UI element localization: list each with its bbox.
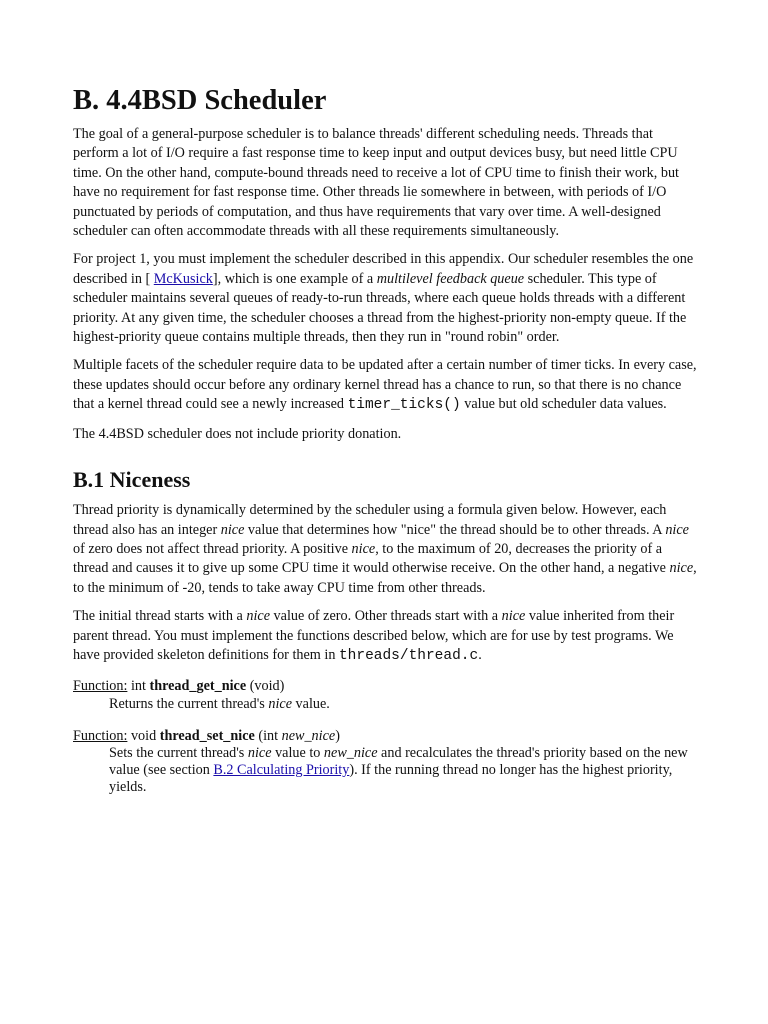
function-description [109,696,697,713]
thread-c-code: threads/thread.c [338,647,479,664]
facets-text-1: Multiple facets of the scheduler require data to be updated after a certain number of timer ticks. In every case, these updates should occur before any ordinary kernel thread has a chance to run, so that there is no chance that a kernel thread could see a newly increased [73,357,697,413]
niceness-p1-text: , to the minimum of -20, tends to take away CPU time from other threads. [73,560,697,596]
return-type: int [130,678,146,695]
function-thread-set-nice [73,728,697,797]
document-content [73,84,697,797]
return-type: void [130,727,157,744]
niceness-p1-text: of zero does not affect thread priority. A positive [73,540,352,557]
nice-emphasis: nice [669,560,694,577]
niceness-p2-text: The initial thread starts with a [73,608,247,625]
page-title: B. 4.4BSD Scheduler [73,85,327,116]
calculating-priority-link[interactable]: B.2 Calculating Priority [213,762,350,779]
function-params-suffix: ) [335,727,340,744]
function-params-prefix: (int [258,727,282,744]
donation-paragraph: The 4.4BSD scheduler does not include priority donation. [73,425,402,442]
param-name: new_nice [281,727,336,744]
nice-emphasis: nice [220,521,245,538]
project-paragraph [73,250,697,347]
function-params: (void) [249,678,285,695]
niceness-p1-text: value that determines how "nice" the thread should be to other threads. A [244,521,666,538]
niceness-paragraph-2 [73,607,697,666]
description-text: and recalculates the thread's priority based on the new value (see section [109,744,688,779]
intro-paragraph: The goal of a general-purpose scheduler is to balance threads' different scheduling needs. Threads that perform a lot of I/O require a fast response time to keep input and output devices busy, but need little CPU time. On the other hand, compute-bound threads need to receive a lot of CPU time to finish their work, but have no requirement for fast response time. Other threads lie somewhere in between, with periods of I/O punctuated by periods of computation, and thus have requirements that vary over time. A well-designed scheduler can often accommodate threads with all these requirements simultaneously. [73,126,679,240]
new-nice-emphasis: new_nice [323,744,378,761]
function-name: thread_get_nice [149,678,247,695]
function-label: Function: [73,678,128,695]
niceness-p1-text: Thread priority is dynamically determined by the scheduler using a formula given below. However, each thread also has an integer [73,502,667,538]
nice-emphasis: nice [501,608,526,625]
niceness-heading: B.1 Niceness [73,467,191,493]
facets-paragraph [73,356,697,415]
nice-emphasis: nice [268,695,292,712]
nice-emphasis: nice [247,744,272,761]
project-text-1: For project 1, you must implement the scheduler described in this appendix. Our scheduler resembles the one described in [ [73,251,694,287]
description-text: value. [292,695,330,712]
nice-emphasis: nice [246,608,270,625]
niceness-p2-text: value of zero. Other threads start with a [270,608,502,625]
niceness-p2-text: value inherited from their parent thread. You must implement the functions described below, which are for use by test programs. We have provided skeleton definitions for them in [73,608,675,663]
function-signature [73,678,697,695]
function-description [109,745,697,797]
facets-text-2: value but old scheduler data values. [460,396,667,413]
project-text-2: ], which is one example of a [212,270,377,287]
function-label: Function: [73,727,128,744]
niceness-p2-text: . [478,646,482,663]
niceness-p1-text: , to the maximum of 20, decreases the priority of a thread and causes it to give up some CPU time it would otherwise receive. On the other hand, a negative [73,540,670,577]
nice-emphasis: nice [665,521,689,538]
function-thread-get-nice [73,678,697,712]
nice-emphasis: nice [351,540,376,557]
function-name: thread_set_nice [159,727,255,744]
function-signature [73,728,697,745]
description-text: Sets the current thread's [109,744,248,761]
timer-ticks-code: timer_ticks() [347,397,461,414]
description-text: value to [271,744,324,761]
mlfq-emphasis: multilevel feedback queue [376,270,525,287]
project-text-3: scheduler. This type of scheduler maintains several queues of ready-to-run threads, where each queue holds threads with a different priority. At any given time, the scheduler chooses a thread from the highest-priority non-empty queue. If the highest-priority queue contains multiple threads, then they run in "round robin" order. [73,270,687,346]
mckusick-link[interactable]: McKusick [153,270,213,287]
niceness-paragraph-1 [73,501,697,598]
description-text: ). If the running thread no longer has the highest priority, yields. [109,762,673,796]
description-text: Returns the current thread's [109,695,269,712]
